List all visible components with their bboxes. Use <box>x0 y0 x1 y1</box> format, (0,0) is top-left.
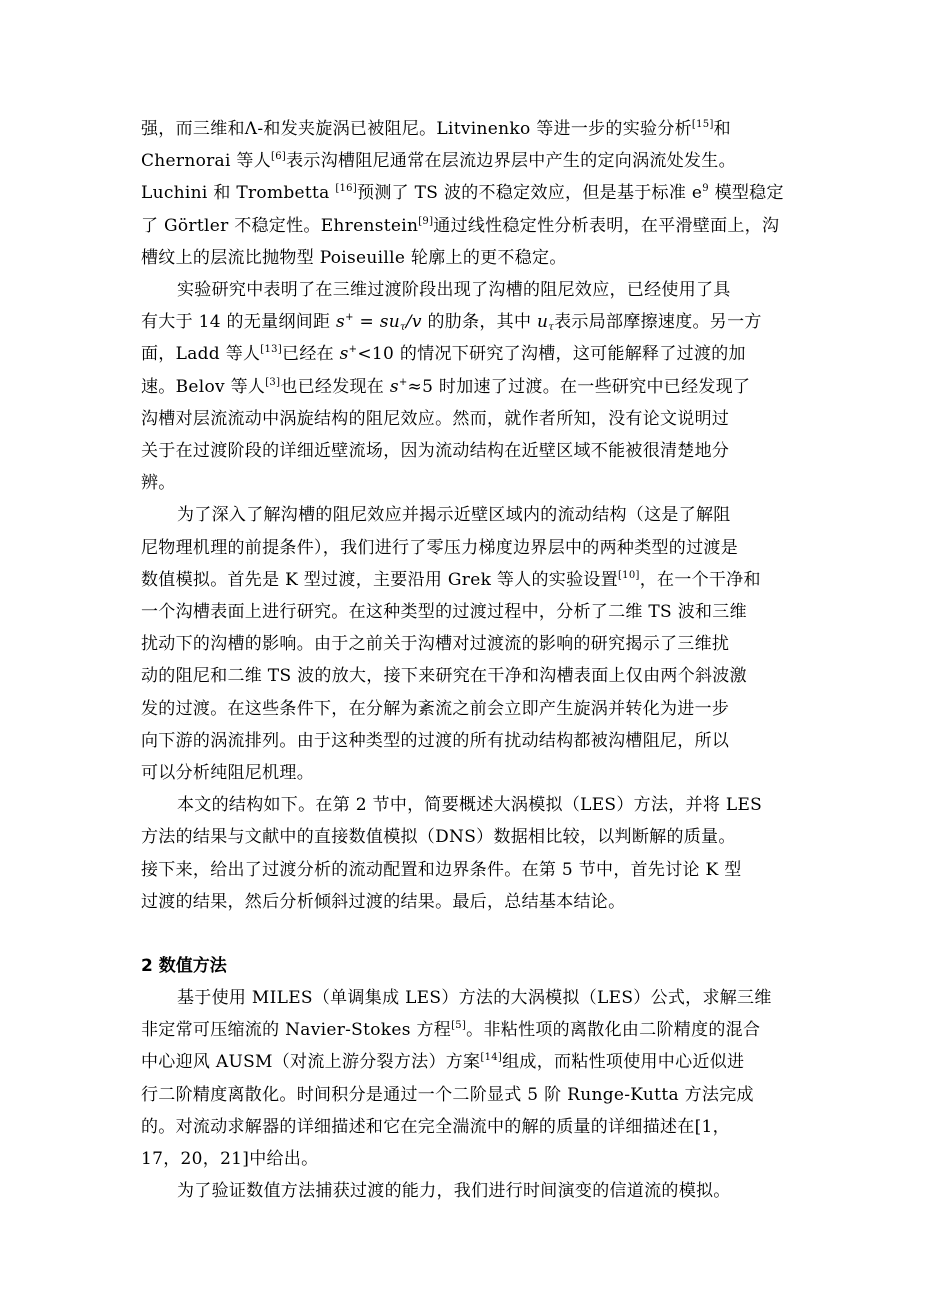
text-run: 模型稳定 <box>708 183 784 204</box>
text-run: 可以分析纯阻尼机理。 <box>141 763 314 784</box>
text-run: 行二阶精度离散化。时间积分是通过一个二阶显式 5 阶 Runge-Kutta 方法完成 <box>141 1084 754 1105</box>
superscript: 9 <box>702 183 709 195</box>
text-line <box>141 1111 777 1143</box>
text-line <box>141 1079 777 1111</box>
text-line <box>141 596 777 628</box>
text-line <box>141 177 784 209</box>
math-expression <box>537 312 554 332</box>
text-run: 也已经发现在 <box>280 376 390 397</box>
text-run: 和 <box>713 119 731 139</box>
paragraph-5 <box>141 982 777 1175</box>
text-line <box>141 145 777 177</box>
citation: [9] <box>418 215 434 227</box>
text-line <box>141 499 777 531</box>
text-run: 了 Görtler 不稳定性。Ehrenstein <box>141 215 419 236</box>
text-line <box>141 1175 777 1207</box>
text-run: 组成，而粘性项使用中心近似进 <box>502 1052 745 1073</box>
text-run: 本文的结构如下。在第 2 节中，简要概述大涡模拟（LES）方法，并将 LES <box>177 795 763 816</box>
citation: [15] <box>691 119 714 130</box>
text-run: 17，20，21]中给出。 <box>141 1149 319 1170</box>
text-run: 向下游的涡流排列。由于这种类型的过渡的所有扰动结构都被沟槽阻尼，所以 <box>141 730 730 751</box>
text-run: 中心迎风 AUSM（对流上游分裂方法）方案 <box>141 1052 481 1073</box>
math-expression <box>340 344 358 364</box>
text-run: 的肋条，其中 <box>421 312 537 333</box>
text-line <box>141 886 777 918</box>
text-line <box>141 274 777 306</box>
text-line <box>141 1046 777 1078</box>
text-run: 过渡的结果，然后分析倾斜过渡的结果。最后，总结基本结论。 <box>141 891 626 912</box>
text-line <box>141 628 777 660</box>
text-run: 动的阻尼和二维 TS 波的放大，接下来研究在干净和沟槽表面上仅由两个斜波激 <box>141 666 747 687</box>
text-run: 的。对流动求解器的详细描述和它在完全湍流中的解的质量的详细描述在[1， <box>141 1116 730 1137</box>
math-symbol: s <box>339 344 349 365</box>
text-run: 基于使用 MILES（单调集成 LES）方法的大涡模拟（LES）公式，求解三维 <box>177 988 772 1009</box>
text-run: <10 的情况下研究了沟槽，这可能解释了过渡的加 <box>357 344 746 365</box>
citation: [6] <box>271 151 287 163</box>
citation: [10] <box>617 569 640 581</box>
math-symbol: /v <box>405 312 422 333</box>
superscript: + <box>398 376 408 388</box>
text-run: 非定常可压缩流的 Navier-Stokes 方程 <box>141 1020 452 1041</box>
text-run: 已经在 <box>282 344 340 365</box>
text-run: 为了深入了解沟槽的阻尼效应并揭示近壁区域内的流动结构（这是了解阻 <box>177 505 731 526</box>
text-run: 预测了 TS 波的不稳定效应，但是基于标准 e <box>357 183 703 204</box>
paragraph-6 <box>141 1175 777 1207</box>
document-page <box>141 113 784 1208</box>
text-line <box>141 467 777 499</box>
text-run: 表示局部摩擦速度。另一方 <box>554 312 762 333</box>
text-run: 为了验证数值方法捕获过渡的能力，我们进行时间演变的信道流的模拟。 <box>177 1181 731 1202</box>
text-line <box>141 242 777 274</box>
text-run: 扰动下的沟槽的影响。由于之前关于沟槽对过渡流的影响的研究揭示了三维扰 <box>141 634 730 655</box>
text-run: 尼物理机理的前提条件），我们进行了零压力梯度边界层中的两种类型的过渡是 <box>141 537 738 558</box>
text-run: 表示沟槽阻尼通常在层流边界层中产生的定向涡流处发生。 <box>286 151 736 172</box>
text-run: 实验研究中表明了在三维过渡阶段出现了沟槽的阻尼效应，已经使用了具 <box>177 280 731 301</box>
paragraph-3 <box>141 499 777 789</box>
paragraph-2 <box>141 274 777 499</box>
text-run: 沟槽对层流流动中涡旋结构的阻尼效应。然而，就作者所知，没有论文说明过 <box>141 408 730 429</box>
text-run: 强，而三维和Λ-和发夹旋涡已被阻尼。Litvinenko 等进一步的实验分析 <box>141 119 692 139</box>
text-line <box>141 789 777 821</box>
text-line <box>141 435 777 467</box>
section-spacer <box>141 918 777 950</box>
text-line <box>141 210 780 242</box>
text-run: 辨。 <box>141 473 176 494</box>
paragraph-4 <box>141 789 777 918</box>
text-run: 速。Belov 等人 <box>141 376 266 397</box>
math-symbol: u <box>537 312 549 333</box>
subscript: τ <box>400 322 406 334</box>
text-run: 有大于 14 的无量纲间距 <box>141 312 337 333</box>
subscript: τ <box>548 322 555 334</box>
text-run: 方法的结果与文献中的直接数值模拟（DNS）数据相比较，以判断解的质量。 <box>141 827 736 848</box>
text-line <box>141 982 777 1014</box>
math-symbol: = su <box>353 312 400 333</box>
math-expression <box>390 377 408 397</box>
superscript: + <box>348 344 358 356</box>
paragraph-1 <box>141 113 784 274</box>
citation: [16] <box>335 183 358 195</box>
text-line <box>141 693 777 725</box>
text-line <box>141 338 777 370</box>
text-run: 通过线性稳定性分析表明，在平滑壁面上，沟 <box>433 215 780 236</box>
math-symbol: s <box>389 376 399 397</box>
text-line <box>141 403 777 435</box>
citation: [5] <box>451 1020 467 1032</box>
superscript: + <box>345 312 354 324</box>
text-run: Luchini 和 Trombetta <box>141 183 336 204</box>
text-run: 发的过渡。在这些条件下，在分解为紊流之前会立即产生旋涡并转化为进一步 <box>141 698 730 719</box>
text-line <box>141 113 777 145</box>
citation: [13] <box>260 344 283 356</box>
math-symbol: s <box>336 312 346 333</box>
text-line <box>141 1143 777 1175</box>
text-run: 一个沟槽表面上进行研究。在这种类型的过渡过程中，分析了二维 TS 波和三维 <box>141 602 747 623</box>
text-run: ，在一个干净和 <box>639 569 761 590</box>
text-line <box>141 757 777 789</box>
text-line <box>141 371 777 403</box>
text-line <box>141 306 777 338</box>
text-run: Chernorai 等人 <box>141 151 272 172</box>
text-line <box>141 1014 777 1046</box>
text-line <box>141 725 777 757</box>
text-run: 数值模拟。首先是 K 型过渡，主要沿用 Grek 等人的实验设置 <box>141 569 618 590</box>
text-run: 接下来，给出了过渡分析的流动配置和边界条件。在第 5 节中，首先讨论 K 型 <box>141 859 742 880</box>
text-line <box>141 660 777 692</box>
citation: [3] <box>265 376 281 388</box>
text-line <box>141 532 777 564</box>
text-run: ≈5 时加速了过渡。在一些研究中已经发现了 <box>407 376 751 397</box>
text-run: 关于在过渡阶段的详细近壁流场，因为流动结构在近壁区域不能被很清楚地分 <box>141 441 730 462</box>
text-run: 槽纹上的层流比抛物型 Poiseuille 轮廓上的更不稳定。 <box>141 247 567 268</box>
text-line <box>141 821 777 853</box>
section-heading: 2 数值方法 <box>141 956 227 977</box>
text-run: 。非粘性项的离散化由二阶精度的混合 <box>466 1020 761 1041</box>
text-line <box>141 564 777 596</box>
citation: [14] <box>480 1052 503 1064</box>
text-run: 面，Ladd 等人 <box>141 344 261 365</box>
math-expression <box>336 312 422 332</box>
text-line <box>141 854 777 886</box>
